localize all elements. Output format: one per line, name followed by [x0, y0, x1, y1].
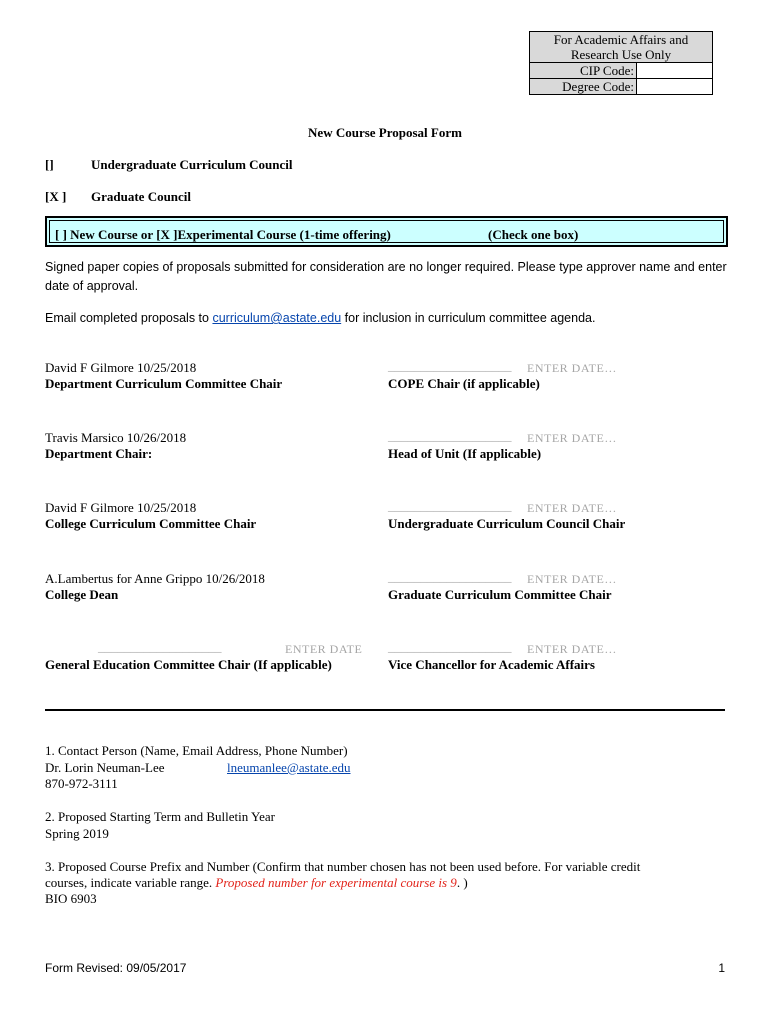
academic-affairs-box	[529, 31, 713, 95]
q1-contact-email-link[interactable]: lneumanlee@astate.edu	[227, 760, 351, 775]
curriculum-email-link[interactable]: curriculum@astate.edu	[212, 311, 342, 325]
gcc-chair-title: Graduate Curriculum Committee Chair	[388, 587, 612, 602]
q1-contact-name[interactable]: Dr. Lorin Neuman-Lee	[45, 760, 165, 775]
admin-box-header-line1: For Academic Affairs and	[553, 32, 689, 47]
ucc-chair-title: Undergraduate Curriculum Council Chair	[388, 516, 626, 531]
q1-label: 1. Contact Person (Name, Email Address, Phone Number)	[45, 743, 348, 758]
college-dean-title: College Dean	[45, 587, 119, 602]
q3-label-line2-prefix: courses, indicate variable range.	[45, 875, 216, 890]
degree-code-label: Degree Code:	[530, 79, 637, 95]
undergrad-council-checkbox[interactable]: []	[45, 157, 54, 172]
degree-code-field[interactable]	[637, 79, 713, 95]
q1-contact-phone[interactable]: 870-972-3111	[45, 776, 118, 791]
q2-value[interactable]: Spring 2019	[45, 826, 109, 841]
admin-box-header-line2: Research Use Only	[570, 47, 672, 62]
form-title: New Course Proposal Form	[308, 125, 462, 140]
college-dean-signature[interactable]: A.Lambertus for Anne Grippo 10/26/2018	[45, 571, 265, 586]
vc-academic-affairs-date[interactable]: ENTER DATE…	[527, 642, 617, 656]
cope-chair-date[interactable]: ENTER DATE…	[527, 361, 617, 375]
page-number: 1	[718, 961, 725, 975]
head-of-unit-date[interactable]: ENTER DATE…	[527, 431, 617, 445]
q3-experimental-note: Proposed number for experimental course is 9	[215, 875, 457, 890]
dept-curriculum-chair-title: Department Curriculum Committee Chair	[45, 376, 283, 391]
gen-ed-chair-title: General Education Committee Chair (If applicable)	[45, 657, 332, 672]
q2-label: 2. Proposed Starting Term and Bulletin Year	[45, 809, 275, 824]
gcc-chair-signature-line[interactable]: ___________________	[388, 569, 512, 584]
college-curriculum-chair-signature[interactable]: David F Gilmore 10/25/2018	[45, 500, 197, 515]
vc-academic-affairs-signature-line[interactable]: ___________________	[388, 639, 512, 654]
cip-code-field[interactable]	[637, 63, 713, 79]
cip-code-label: CIP Code:	[530, 63, 637, 79]
undergrad-council-label: Undergraduate Curriculum Council	[91, 157, 293, 172]
head-of-unit-signature-line[interactable]: ___________________	[388, 428, 512, 443]
form-revised-date: Form Revised: 09/05/2017	[45, 961, 187, 975]
q3-value[interactable]: BIO 6903	[45, 891, 97, 906]
email-instruction	[45, 309, 735, 328]
email-instruction-prefix: Email completed proposals to	[45, 311, 213, 325]
course-type-box[interactable]	[45, 216, 728, 247]
gcc-chair-date[interactable]: ENTER DATE…	[527, 572, 617, 586]
graduate-council-checkbox[interactable]: [X ]	[45, 189, 67, 204]
email-instruction-suffix: for inclusion in curriculum committee agenda.	[341, 311, 596, 325]
ucc-chair-signature-line[interactable]: ___________________	[388, 498, 512, 513]
course-type-options[interactable]: [ ] New Course or [X ]Experimental Course (1-time offering)	[55, 227, 391, 242]
gen-ed-chair-signature-line[interactable]: ___________________	[98, 639, 222, 654]
signed-copies-instruction: Signed paper copies of proposals submitted for consideration are no longer required. Please type approver name and enter date of approval.	[45, 260, 727, 293]
cope-chair-signature-line[interactable]: ___________________	[388, 358, 512, 373]
gen-ed-chair-date[interactable]: ENTER DATE	[285, 642, 363, 656]
section-divider	[45, 709, 725, 711]
ucc-chair-date[interactable]: ENTER DATE…	[527, 501, 617, 515]
head-of-unit-title: Head of Unit (If applicable)	[388, 446, 542, 461]
dept-curriculum-chair-signature[interactable]: David F Gilmore 10/25/2018	[45, 360, 197, 375]
q3-label-line1: 3. Proposed Course Prefix and Number (Confirm that number chosen has not been used before. For variable credit	[45, 859, 641, 874]
q3-label-line2	[45, 875, 468, 891]
q3-label-line2-suffix: . )	[456, 875, 468, 890]
dept-chair-signature[interactable]: Travis Marsico 10/26/2018	[45, 430, 187, 445]
college-curriculum-chair-title: College Curriculum Committee Chair	[45, 516, 257, 531]
course-type-hint: (Check one box)	[488, 227, 579, 242]
dept-chair-title: Department Chair:	[45, 446, 153, 461]
admin-box-header	[530, 32, 713, 63]
cope-chair-title: COPE Chair (if applicable)	[388, 376, 540, 391]
graduate-council-label: Graduate Council	[91, 189, 192, 204]
vc-academic-affairs-title: Vice Chancellor for Academic Affairs	[388, 657, 595, 672]
